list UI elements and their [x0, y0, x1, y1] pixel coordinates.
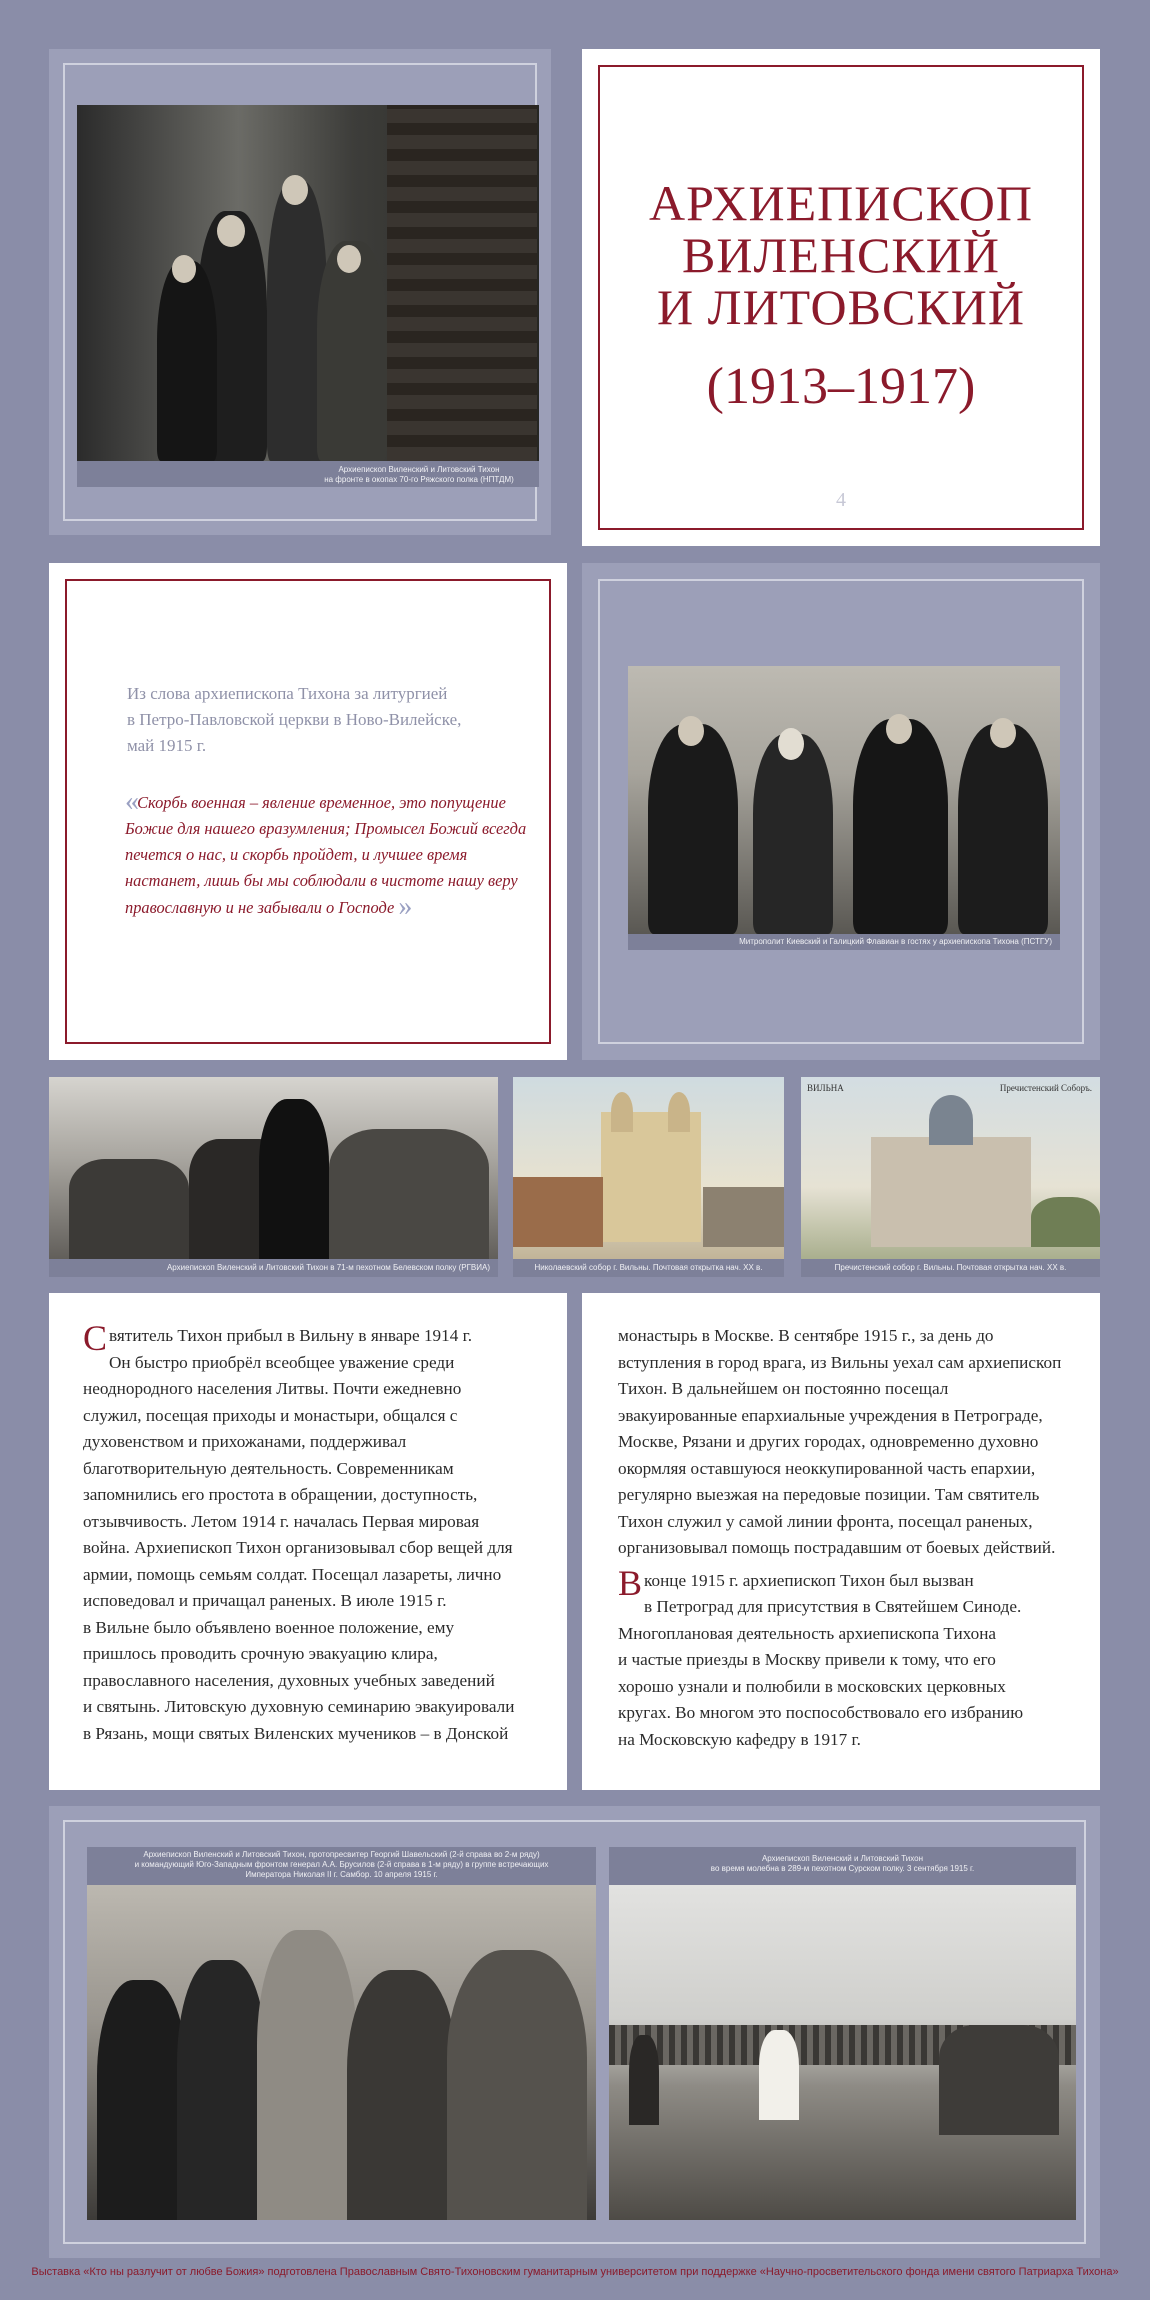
quote-line: православную и не забывали о Господе [125, 898, 395, 917]
text-line: духовенством и прихожанами, поддерживал [83, 1432, 407, 1451]
text-line: армии, помощь семьям солдат. Посещал лазареты, лично [83, 1564, 502, 1584]
body-text-right [618, 1323, 1088, 1753]
footer-credit: Выставка «Кто ны разлучит от любве Божия» подготовлена Православным Свято-Тихоновским гуманитарным университетом при поддержке «Научно-просветительского фонда имени святого Патриарха Тихона» [31, 2266, 1119, 2278]
drop-cap: В [618, 1562, 643, 1603]
title-panel [582, 49, 1100, 546]
text-line: вступления в город врага, из Вильны уехал сам архиепископ [618, 1352, 1062, 1372]
photo-caption: Пречистенский собор г. Вильны. Почтовая открытка нач. XX в. [834, 1263, 1067, 1272]
title-line: И ЛИТОВСКИЙ [657, 279, 1025, 335]
photo-regiment [49, 1077, 498, 1277]
caption-line: Архиепископ Виленский и Литовский Тихон [761, 1854, 924, 1863]
page-number: 4 [836, 489, 846, 511]
photo-surskiy-regiment [609, 1885, 1076, 2220]
photo-trenches [77, 105, 539, 461]
figure [177, 1960, 267, 2220]
text-line: монастырь в Москве. В сентябре 1915 г., за день до [618, 1326, 994, 1345]
text-line: война. Архиепископ Тихон организовывал сбор вещей для [83, 1538, 513, 1557]
photo-prechistensky-cathedral [801, 1077, 1100, 1277]
photo-bishops [628, 666, 1060, 934]
tree-shape [1031, 1197, 1100, 1247]
text-line: в Вильне было объявлено военное положение, ему [83, 1617, 455, 1637]
text-line: Тихон. В дальнейшем он постоянно посещал [618, 1379, 949, 1398]
page-title [582, 177, 1100, 333]
photo-sambor-group [87, 1885, 596, 2220]
quote-intro-line: в Петро-Павловской церкви в Ново-Вилейске, [127, 710, 462, 729]
figure [759, 2030, 799, 2120]
quote-line: Божие для нашего вразумления; Промысел Божий всегда [125, 819, 527, 838]
cathedral-dome [929, 1095, 973, 1145]
figure-group [939, 2025, 1059, 2135]
open-quote-mark: « [125, 786, 133, 817]
text-line: служил, посещая приходы и монастыри, общался с [83, 1405, 458, 1425]
text-line: Тихон служил у самой линии фронта, посещал раненых, [618, 1511, 1033, 1531]
title-years: (1913–1917) [706, 358, 976, 415]
text-line: благотворительную деятельность. Современникам [83, 1458, 454, 1478]
cathedral-dome [611, 1092, 633, 1132]
text-line: неоднородного населения Литвы. Почти ежедневно [83, 1379, 462, 1398]
photo-caption [87, 1850, 596, 1880]
text-line: исповедовал и причащал раненых. В июле 1915 г. [83, 1591, 447, 1610]
text-line: конце 1915 г. архиепископ Тихон был вызван [644, 1570, 974, 1590]
text-line: вятитель Тихон прибыл в Вильну в январе 1914 г. [109, 1326, 473, 1345]
photo-caption: Архиепископ Виленский и Литовский Тихон в 71-м пехотном Белевском полку (РГВИА) [166, 1263, 490, 1272]
text-line: православного населения, духовных учебных заведений [83, 1670, 495, 1690]
text-panel-right [582, 1293, 1100, 1790]
photo-nikolaevsky-cathedral [513, 1077, 784, 1277]
quote-panel [49, 563, 567, 1060]
text-line: эвакуированные епархиальные учреждения в Петрограде, [618, 1405, 1043, 1425]
figure [629, 2035, 659, 2125]
cathedral-shape [871, 1137, 1031, 1247]
photo-caption: Митрополит Киевский и Галицкий Флавиан в гостях у архиепископа Тихона (ПСТГУ) [739, 937, 1052, 946]
quote-line: Скорбь военная – явление временное, это попущение [137, 793, 506, 812]
quote-intro-line: Из слова архиепископа Тихона за литургией [127, 684, 448, 703]
quote-line: настанет, лишь бы мы соблюдали в чистоте нашу веру [125, 871, 518, 890]
text-line: Многоплановая деятельность архиепископа Тихона [618, 1623, 997, 1643]
text-line: регулярно выезжая на передовые позиции. Там святитель [618, 1485, 1040, 1504]
text-line: запомнились его простота в обращении, доступность, [83, 1485, 478, 1504]
quote-intro-line: май 1915 г. [127, 736, 207, 755]
caption-line: Архиепископ Виленский и Литовский Тихон, протопресвитер Георгий Шавельский (2-й справа во 2-м ряду) [143, 1850, 540, 1859]
figure [447, 1950, 587, 2220]
caption-line: во время молебна в 289-м пехотном Сурском полку. 3 сентября 1915 г. [710, 1864, 975, 1873]
body-text-left [83, 1318, 553, 1747]
quote-intro [127, 681, 527, 759]
photo-panel-bottom [49, 1806, 1100, 2258]
postcard-sign: ВИЛЬНА [807, 1083, 844, 1093]
photo-panel-bishops [582, 563, 1100, 1060]
photo-panel-top-left [49, 49, 551, 535]
text-line: Москве, Рязани и других городах, одновременно духовно [618, 1432, 1039, 1451]
text-line: в Петроград для присутствия в Святейшем Синоде. [644, 1597, 1022, 1616]
postcard-sign: Пречистенский Соборъ. [999, 1083, 1092, 1093]
text-panel-left [49, 1293, 567, 1790]
text-line: организовывал помощь пострадавшим от боевых действий. [618, 1538, 1056, 1557]
title-line: АРХИЕПИСКОП [648, 175, 1034, 231]
figure [347, 1970, 457, 2220]
photo-caption: Николаевский собор г. Вильны. Почтовая открытка нач. XX в. [534, 1263, 763, 1272]
text-line: окормляя оставшуюся неоккупированной часть епархии, [618, 1458, 1036, 1478]
text-line: отзывчивость. Летом 1914 г. началась Первая мировая [83, 1511, 480, 1531]
text-line: и частые приезды в Москву привели к тому, что его [618, 1650, 996, 1669]
text-line: Он быстро приобрёл всеобщее уважение среди [109, 1352, 455, 1372]
quote-line: печется о нас, и скорбь пройдет, и лучшее время [125, 845, 468, 864]
text-line: кругах. Во многом это поспособствовало его избранию [618, 1703, 1024, 1722]
text-line: и святынь. Литовскую духовную семинарию эвакуировали [83, 1697, 515, 1716]
text-line: в Рязань, мощи святых Виленских мучеников – в Донской [83, 1723, 509, 1743]
drop-cap: С [83, 1318, 108, 1358]
figure [257, 1930, 357, 2220]
quote-text [99, 786, 539, 922]
building-shape [513, 1177, 603, 1247]
text-line: пришлось проводить срочную эвакуацию клира, [83, 1644, 438, 1663]
building-shape [703, 1187, 784, 1247]
photo-caption [299, 465, 539, 485]
photo-caption [609, 1854, 1076, 1874]
caption-line: Императора Николая II г. Самбор. 10 апреля 1915 г. [245, 1870, 438, 1879]
text-line: на Московскую кафедру в 1917 г. [618, 1729, 861, 1749]
title-line: ВИЛЕНСКИЙ [682, 227, 1000, 283]
caption-line: Архиепископ Виленский и Литовский Тихон [338, 465, 500, 474]
figure [97, 1980, 187, 2220]
close-quote-mark: » [398, 891, 407, 922]
text-line: хорошо узнали и полюбили в московских церковных [618, 1676, 1006, 1696]
cathedral-dome [668, 1092, 690, 1132]
caption-line: на фронте в окопах 70-го Ряжского полка (НПТДМ) [324, 475, 514, 484]
caption-line: и командующий Юго-Западным фронтом генерал А.А. Брусилов (2-й справа в 1-м ряду) в группе встречающих [134, 1860, 549, 1869]
